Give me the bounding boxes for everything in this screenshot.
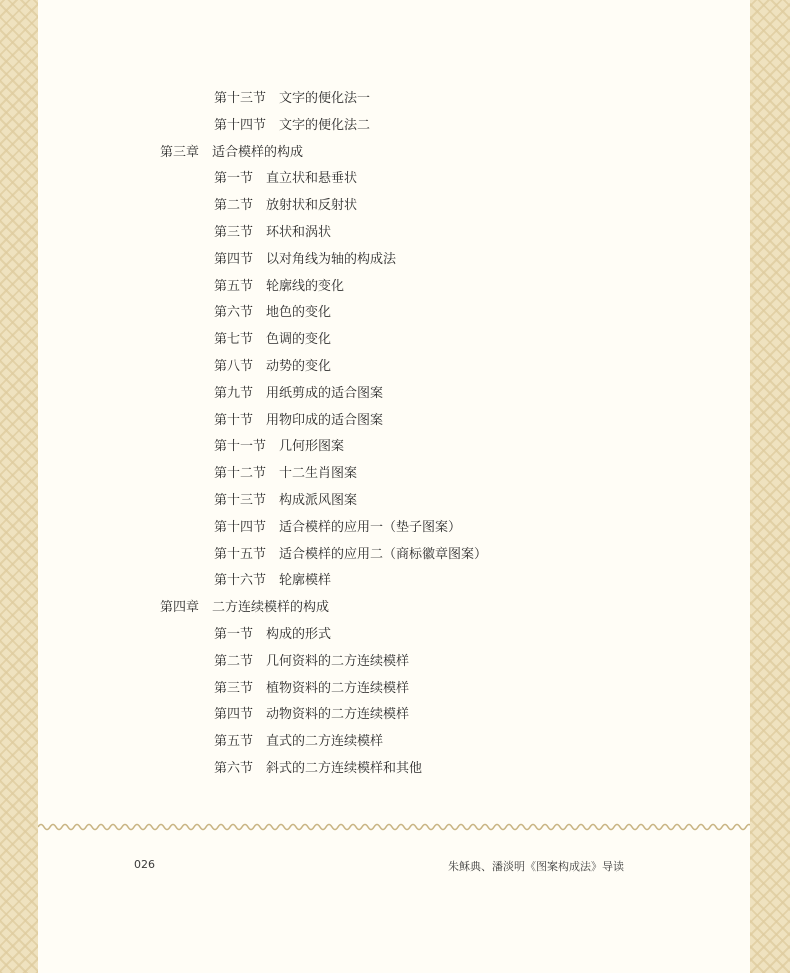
- running-footer-title: 朱稣典、潘淡明《图案构成法》导读: [448, 860, 624, 873]
- toc-chapter-entry: 第三章 适合模样的构成: [160, 144, 304, 160]
- toc-section-entry: 第二节 放射状和反射状: [214, 198, 358, 214]
- book-page: [38, 0, 750, 973]
- wave-divider: [38, 820, 750, 834]
- toc-section-entry: 第五节 直式的二方连续模样: [214, 734, 384, 750]
- toc-section-entry: 第十六节 轮廓模样: [214, 573, 332, 589]
- right-decorative-border: [750, 0, 790, 973]
- toc-section-entry: 第四节 以对角线为轴的构成法: [214, 251, 397, 267]
- toc-section-entry: 第四节 动物资料的二方连续模样: [214, 707, 410, 723]
- toc-section-entry: 第六节 斜式的二方连续模样和其他: [214, 761, 423, 776]
- toc-section-entry: 第八节 动势的变化: [214, 359, 332, 374]
- toc-section-entry: 第一节 直立状和悬垂状: [214, 171, 358, 187]
- toc-section-entry: 第十三节 文字的便化法一: [214, 91, 371, 106]
- toc-section-entry: 第十四节 文字的便化法二: [214, 117, 371, 133]
- toc-section-entry: 第三节 环状和涡状: [214, 225, 332, 240]
- toc-section-entry: 第七节 色调的变化: [214, 332, 332, 348]
- toc-section-entry: 第九节 用纸剪成的适合图案: [214, 385, 384, 401]
- toc-section-entry: 第十五节 适合模样的应用二（商标徽章图案）: [214, 546, 488, 562]
- page-number: 026: [134, 858, 155, 871]
- toc-section-entry: 第五节 轮廓线的变化: [214, 278, 345, 294]
- toc-section-entry: 第十四节 适合模样的应用一（垫子图案）: [214, 519, 462, 535]
- toc-section-entry: 第十三节 构成派风图案: [214, 493, 358, 508]
- toc-section-entry: 第二节 几何资料的二方连续模样: [214, 653, 410, 669]
- toc-section-entry: 第一节 构成的形式: [214, 627, 332, 642]
- toc-section-entry: 第三节 植物资料的二方连续模样: [214, 680, 410, 696]
- toc-section-entry: 第六节 地色的变化: [214, 305, 332, 321]
- toc-section-entry: 第十节 用物印成的适合图案: [214, 412, 384, 428]
- toc-chapter-entry: 第四章 二方连续模样的构成: [160, 600, 330, 616]
- toc-section-entry: 第十一节 几何形图案: [214, 439, 345, 455]
- left-decorative-border: [0, 0, 38, 973]
- toc-section-entry: 第十二节 十二生肖图案: [214, 466, 358, 482]
